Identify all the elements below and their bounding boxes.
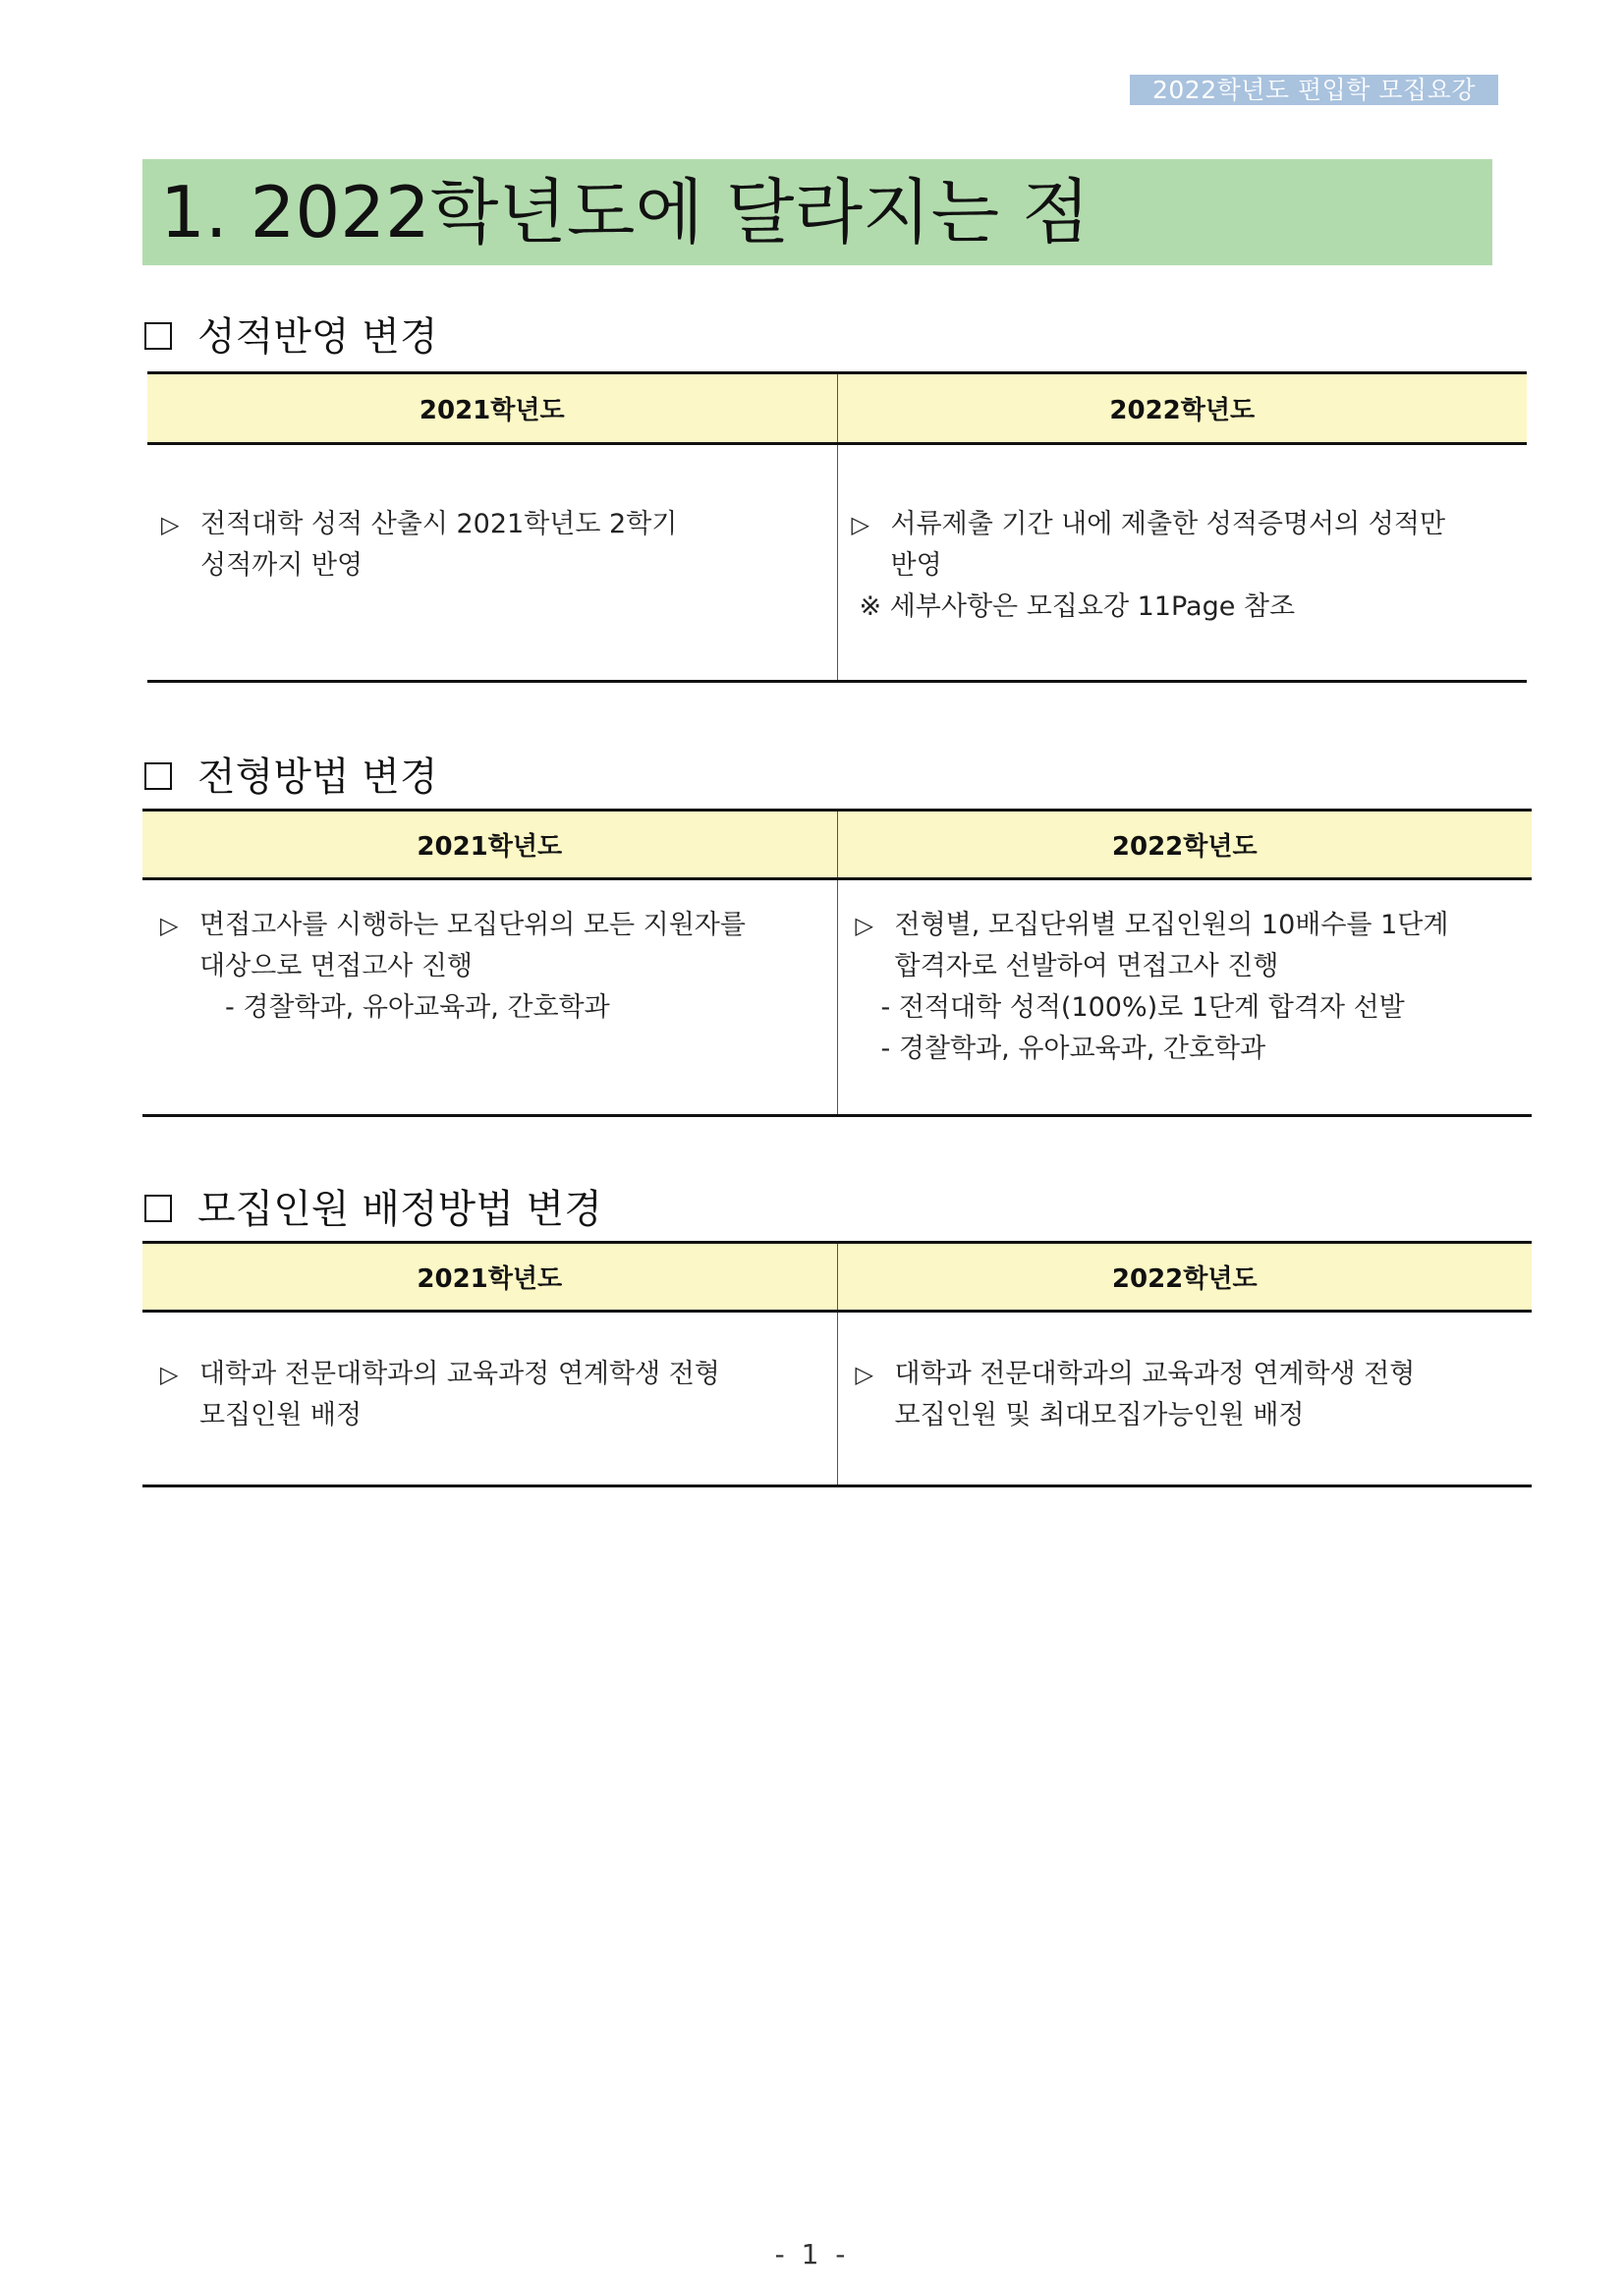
bullet-text: 전형별, 모집단위별 모집인원의 10배수를 1단계	[894, 910, 1449, 940]
header-cell-2022: 2022학년도	[837, 812, 1533, 877]
bullet-text: 전적대학 성적 산출시 2021학년도 2학기	[200, 509, 678, 539]
triangle-bullet-icon: ▷	[160, 1361, 179, 1388]
cell-2022	[837, 1313, 1533, 1484]
comparison-table-grade-reflection	[147, 371, 1527, 683]
bullet-continuation: 합격자로 선발하여 면접고사 진행	[894, 951, 1279, 981]
bullet-continuation: 반영	[890, 550, 942, 581]
section-heading-text: 전형방법 변경	[197, 755, 438, 800]
table-body-row	[147, 445, 1527, 680]
dash-item: - 경찰학과, 유아교육과, 간호학과	[225, 992, 610, 1023]
bullet-text: 면접고사를 시행하는 모집단위의 모든 지원자를	[199, 910, 746, 940]
triangle-bullet-icon: ▷	[851, 511, 869, 538]
triangle-bullet-icon: ▷	[855, 912, 873, 939]
dash-item: - 전적대학 성적(100%)로 1단계 합격자 선발	[880, 992, 1405, 1023]
page-number: - 1 -	[774, 2238, 850, 2270]
checkbox-square-icon	[144, 762, 172, 790]
header-cell-2021: 2021학년도	[417, 832, 563, 862]
header-cell-2022: 2022학년도	[837, 374, 1528, 442]
dash-item: - 경찰학과, 유아교육과, 간호학과	[880, 1034, 1266, 1064]
chapter-title: 1. 2022학년도에 달라지는 점	[142, 159, 1492, 265]
bullet-text: 대학과 전문대학과의 교육과정 연계학생 전형	[894, 1359, 1416, 1389]
header-cell-2021: 2021학년도	[419, 396, 565, 425]
reference-note: ※ 세부사항은 모집요강 11Page 참조	[859, 591, 1296, 622]
table-body-row	[142, 880, 1532, 1114]
cell-2022	[837, 445, 1528, 680]
cell-2021	[142, 1313, 837, 1484]
list-item	[160, 1354, 837, 1395]
cell-2022	[837, 880, 1533, 1114]
bullet-text: 대학과 전문대학과의 교육과정 연계학생 전형	[199, 1359, 720, 1389]
triangle-bullet-icon: ▷	[160, 912, 179, 939]
header-cell-2021: 2021학년도	[417, 1264, 563, 1294]
table-header-row	[147, 374, 1527, 445]
section-heading-text: 모집인원 배정방법 변경	[197, 1187, 602, 1232]
list-item	[856, 1354, 1533, 1395]
section-heading-text: 성적반영 변경	[197, 314, 438, 360]
section-heading-selection-method	[144, 753, 438, 802]
checkbox-square-icon	[144, 322, 172, 350]
list-item	[856, 905, 1533, 946]
bullet-continuation: 모집인원 배정	[199, 1400, 363, 1430]
cell-2021	[147, 445, 837, 680]
list-item	[852, 504, 1528, 545]
bullet-continuation: 성적까지 반영	[200, 550, 364, 581]
triangle-bullet-icon: ▷	[855, 1361, 873, 1388]
section-heading-grade-reflection	[144, 312, 438, 362]
header-cell-2022: 2022학년도	[837, 1244, 1533, 1310]
cell-2021	[142, 880, 837, 1114]
document-header-tag: 2022학년도 편입학 모집요강	[1130, 75, 1498, 105]
bullet-text: 서류제출 기간 내에 제출한 성적증명서의 성적만	[890, 509, 1446, 539]
comparison-table-selection-method	[142, 809, 1532, 1117]
table-body-row	[142, 1313, 1532, 1484]
list-item	[161, 504, 837, 545]
list-item	[160, 905, 837, 946]
comparison-table-quota-allocation	[142, 1241, 1532, 1487]
checkbox-square-icon	[144, 1195, 172, 1222]
triangle-bullet-icon: ▷	[161, 511, 180, 538]
table-header-row	[142, 1244, 1532, 1313]
bullet-continuation: 대상으로 면접고사 진행	[199, 951, 473, 981]
section-heading-quota-allocation	[144, 1185, 602, 1234]
bullet-continuation: 모집인원 및 최대모집가능인원 배정	[894, 1400, 1305, 1430]
table-header-row	[142, 812, 1532, 880]
